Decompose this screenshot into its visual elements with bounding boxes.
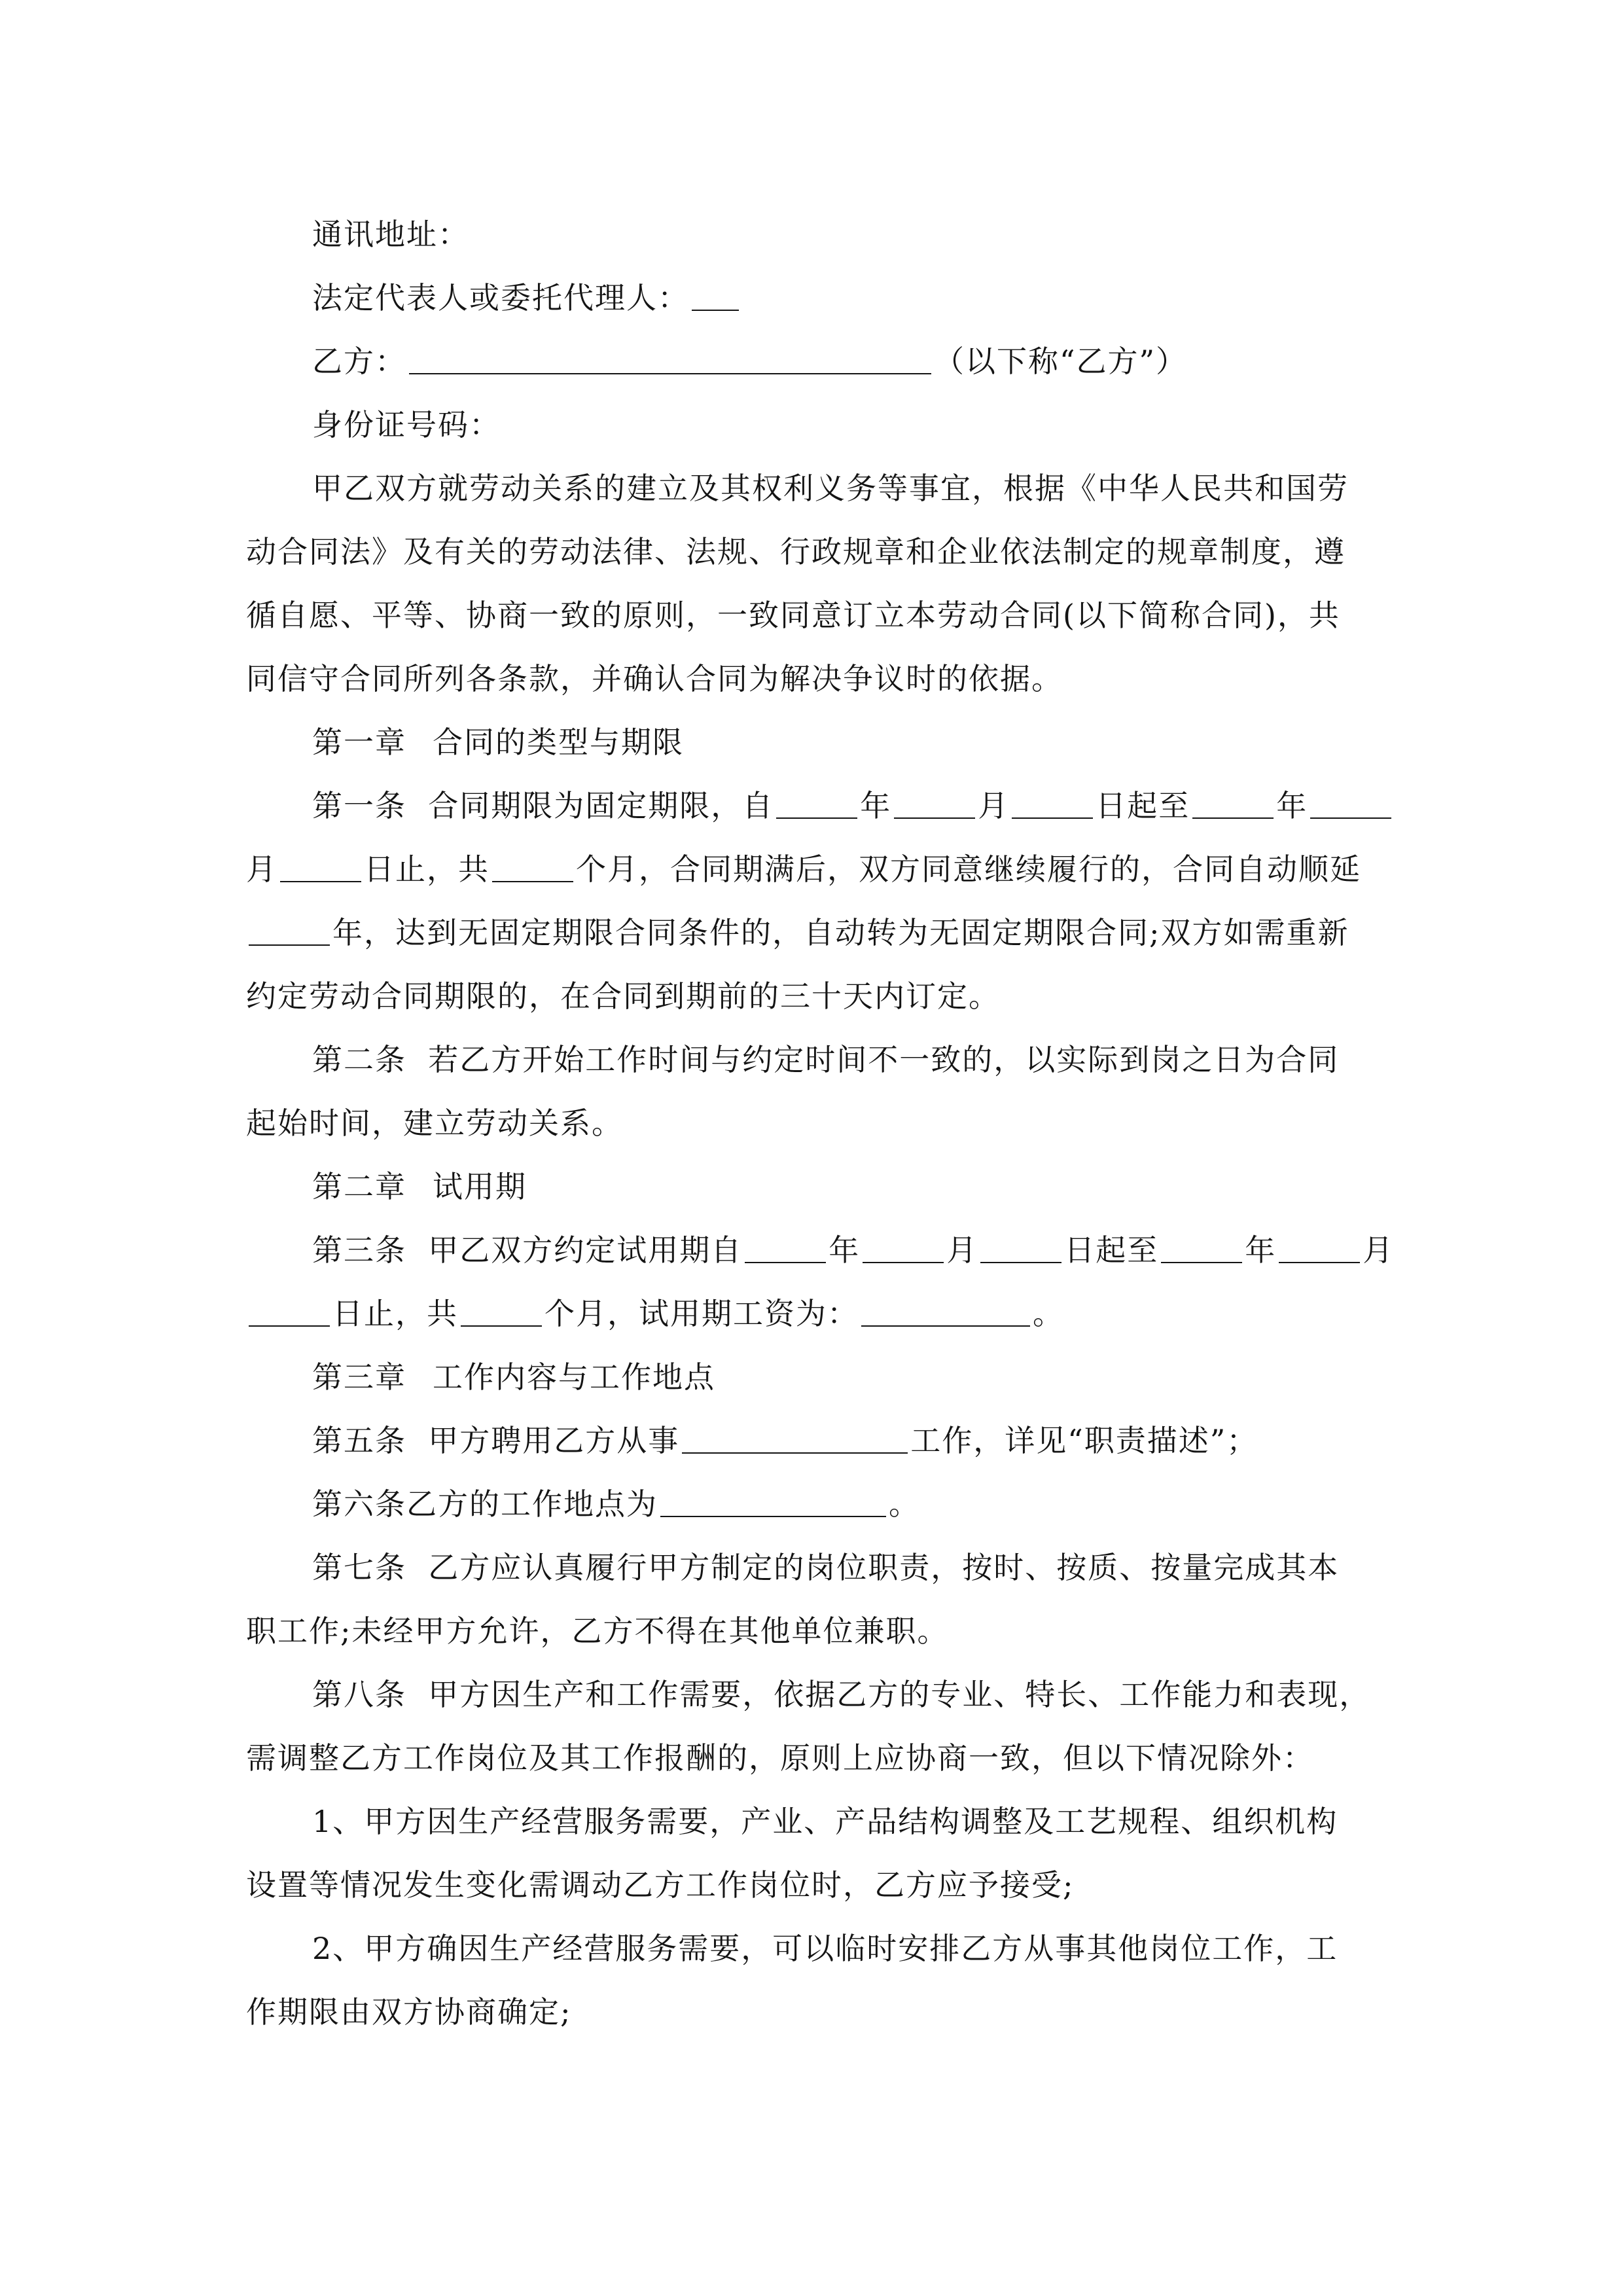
- blank-field[interactable]: [249, 1295, 330, 1327]
- article-7-line: 第七条 乙方应认真履行甲方制定的岗位职责，按时、按质、按量完成其本: [312, 1550, 1340, 1585]
- paragraph-line: 循自愿、平等、协商一致的原则，一致同意订立本劳动合同(以下简称合同)，共: [246, 598, 1340, 633]
- article-1-line: 第一条 合同期限为固定期限，自 年 月 日起至 年: [312, 782, 1394, 825]
- chapter-heading: 第三章 工作内容与工作地点: [312, 1359, 715, 1395]
- blank-field[interactable]: [1012, 787, 1093, 819]
- probation-salary-field[interactable]: [861, 1295, 1030, 1327]
- list-item: 作期限由双方协商确定;: [246, 1994, 572, 2030]
- paragraph-line: 同信守合同所列各条款，并确认合同为解决争议时的依据。: [246, 661, 1063, 696]
- representative-line: 法定代表人或委托代理人：: [312, 274, 741, 317]
- blank-field[interactable]: [1161, 1232, 1242, 1263]
- blank-field[interactable]: [745, 1232, 826, 1263]
- job-field[interactable]: [682, 1422, 908, 1454]
- article-1-line: 约定劳动合同期限的，在合同到期前的三十天内订定。: [246, 978, 1000, 1014]
- blank-field[interactable]: [980, 1232, 1061, 1263]
- blank-field[interactable]: [461, 1295, 542, 1327]
- chapter-heading: 第二章 试用期: [312, 1169, 527, 1204]
- article-3-line: 日止，共 个月，试用期工资为： 。: [246, 1290, 1064, 1333]
- article-1-line: 年，达到无固定期限合同条件的，自动转为无固定期限合同;双方如需重新: [246, 909, 1349, 952]
- article-6-line: 第六条乙方的工作地点为 。: [312, 1486, 920, 1522]
- address-line: 通讯地址：: [312, 217, 469, 252]
- blank-field[interactable]: [492, 851, 573, 882]
- chapter-heading: 第一章 合同的类型与期限: [312, 725, 684, 760]
- list-item: 1、甲方因生产经营服务需要，产业、产品结构调整及工艺规程、组织机构: [312, 1804, 1338, 1839]
- list-item: 设置等情况发生变化需调动乙方工作岗位时，乙方应予接受;: [246, 1867, 1075, 1903]
- blank-field[interactable]: [894, 787, 975, 819]
- blank-field[interactable]: [1310, 787, 1391, 819]
- blank-field[interactable]: [249, 914, 330, 946]
- article-2-line: 起始时间，建立劳动关系。: [246, 1105, 623, 1141]
- party-b-line: 乙方： （以下称“乙方”）: [312, 344, 1188, 379]
- work-location-field[interactable]: [660, 1486, 886, 1517]
- blank-field[interactable]: [692, 279, 739, 311]
- blank-field[interactable]: [776, 787, 857, 819]
- article-7-line: 职工作;未经甲方允许，乙方不得在其他单位兼职。: [246, 1613, 949, 1649]
- list-item: 2、甲方确因生产经营服务需要，可以临时安排乙方从事其他岗位工作，工: [312, 1931, 1338, 1966]
- article-8-line: 第八条 甲方因生产和工作需要，依据乙方的专业、特长、工作能力和表现，: [312, 1677, 1371, 1712]
- paragraph-line: 甲乙双方就劳动关系的建立及其权利义务等事宜，根据《中华人民共和国劳: [312, 471, 1349, 506]
- article-8-line: 需调整乙方工作岗位及其工作报酬的，原则上应协商一致，但以下情况除外：: [246, 1740, 1314, 1776]
- article-2-line: 第二条 若乙方开始工作时间与约定时间不一致的，以实际到岗之日为合同: [312, 1042, 1340, 1077]
- article-1-line: 月 日止，共 个月，合同期满后，双方同意继续履行的，合同自动顺延: [246, 852, 1361, 887]
- blank-field[interactable]: [280, 851, 361, 882]
- blank-field[interactable]: [1192, 787, 1274, 819]
- party-b-name-field[interactable]: [409, 343, 931, 374]
- article-5-line: 第五条 甲方聘用乙方从事 工作，详见“职责描述”；: [312, 1423, 1258, 1458]
- blank-field[interactable]: [1279, 1232, 1360, 1263]
- paragraph-line: 动合同法》及有关的劳动法律、法规、行政规章和企业依法制定的规章制度，遵: [246, 534, 1346, 569]
- article-3-line: 第三条 甲乙双方约定试用期自 年 月 日起至 年 月: [312, 1232, 1395, 1268]
- id-number-line: 身份证号码：: [312, 407, 501, 442]
- blank-field[interactable]: [863, 1232, 944, 1263]
